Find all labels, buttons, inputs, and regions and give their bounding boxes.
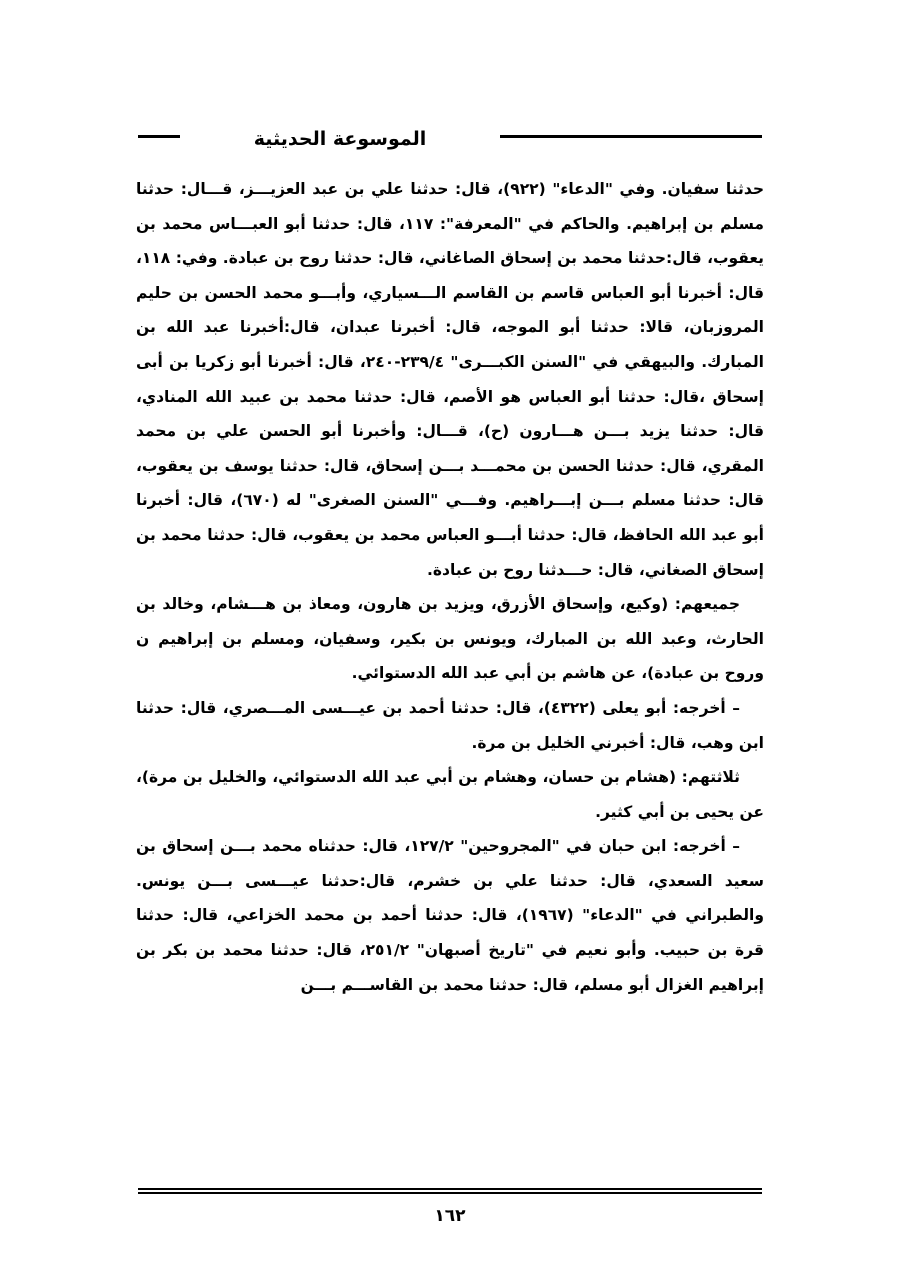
paragraph-4: ثلاثتهم: (هشام بن حسان، وهشام بن أبي عبد الله الدستوائي، والخليل بن مرة)، عن يحيى بن أبي كثير. xyxy=(136,768,764,821)
paragraph-1: حدثنا سفيان. وفي "الدعاء" (٩٢٢)، قال: حدثنا علي بن عبد العزيـــز، قـــال: حدثنا مسلم بن إبراهيم. والحاكم في "المعرفة": ١١٧، قال: حدثنا أبو العبـــاس محمد بن يعقوب، قال:حدثنا محمد بن إسحاق الصاغاني، قال: حدثنا روح بن عبادة. وفي: ١١٨، قال: أخبرنا أبو العباس قاسم بن القاسم الـــسياري، وأبـــو محمد الحسن بن حليم المروزبان، قالا: حدثنا أبو الموجه، قال: أخبرنا عبدان، قال:أخبرنا عبد الله بن المبارك. والبيهقي في "السنن الكبـــرى" ٢٣٩/٤-٢٤٠، قال: أخبرنا أبو زكريا بن أبى إسحاق ،قال: حدثنا أبو العباس هو الأصم، قال: حدثنا محمد بن عبيد الله المنادي، قال: حدثنا يزيد بـــن هـــارون (ح)، قـــال: وأخبرنا أبو الحسن علي بن محمد المقري، قال: حدثنا الحسن بن محمـــد بـــن إسحاق، قال: حدثنا يوسف بن يعقوب، قال: حدثنا مسلم بـــن إبـــراهيم. وفـــي "السنن الصغرى" له (٦٧٠)، قال: أخبرنا أبو عبد الله الحافظ، قال: حدثنا أبـــو العباس محمد بن يعقوب، قال: حدثنا محمد بن إسحاق الصغاني، قال: حـــدثنا روح بن عبادة. xyxy=(136,180,764,579)
page-number: ١٦٢ xyxy=(434,1206,466,1226)
paragraph-5: – أخرجه: ابن حبان في "المجروحين" ١٢٧/٢، قال: حدثناه محمد بـــن إسحاق بن سعيد السعدي، قال: حدثنا علي بن خشرم، قال:حدثنا عيـــسى بـــن يونس. والطبراني في "الدعاء" (١٩٦٧)، قال: حدثنا أحمد بن محمد الخزاعي، قال: حدثنا قرة بن حبيب. وأبو نعيم في "تاريخ أصبهان" ٢٥١/٢، قال: حدثنا محمد بن بكر بن إبراهيم الغزال أبو مسلم، قال: حدثنا محمد بن القاســـم بـــن xyxy=(136,837,765,994)
paragraph-3: – أخرجه: أبو يعلى (٤٣٢٢)، قال: حدثنا أحمد بن عيـــسى المـــصري، قال: حدثنا ابن وهب، قال: أخبرني الخليل بن مرة. xyxy=(136,698,764,752)
header-rule-right xyxy=(500,135,762,140)
header-rule-left xyxy=(138,135,180,140)
page-title: الموسوعة الحديثية xyxy=(253,128,427,150)
footer-rule xyxy=(138,1188,762,1194)
main-text xyxy=(136,172,764,1002)
running-header xyxy=(138,124,762,160)
paragraph-2: جميعهم: (وكيع، وإسحاق الأزرق، ويزيد بن هارون، ومعاذ بن هـــشام، وخالد بن الحارث، وعبد الله بن المبارك، ويونس بن بكير، وسفيان، ومسلم بن إبراهيم ن وروح بن عبادة)، عن هاشم بن أبي عبد الله الدستوائي. xyxy=(136,595,764,683)
